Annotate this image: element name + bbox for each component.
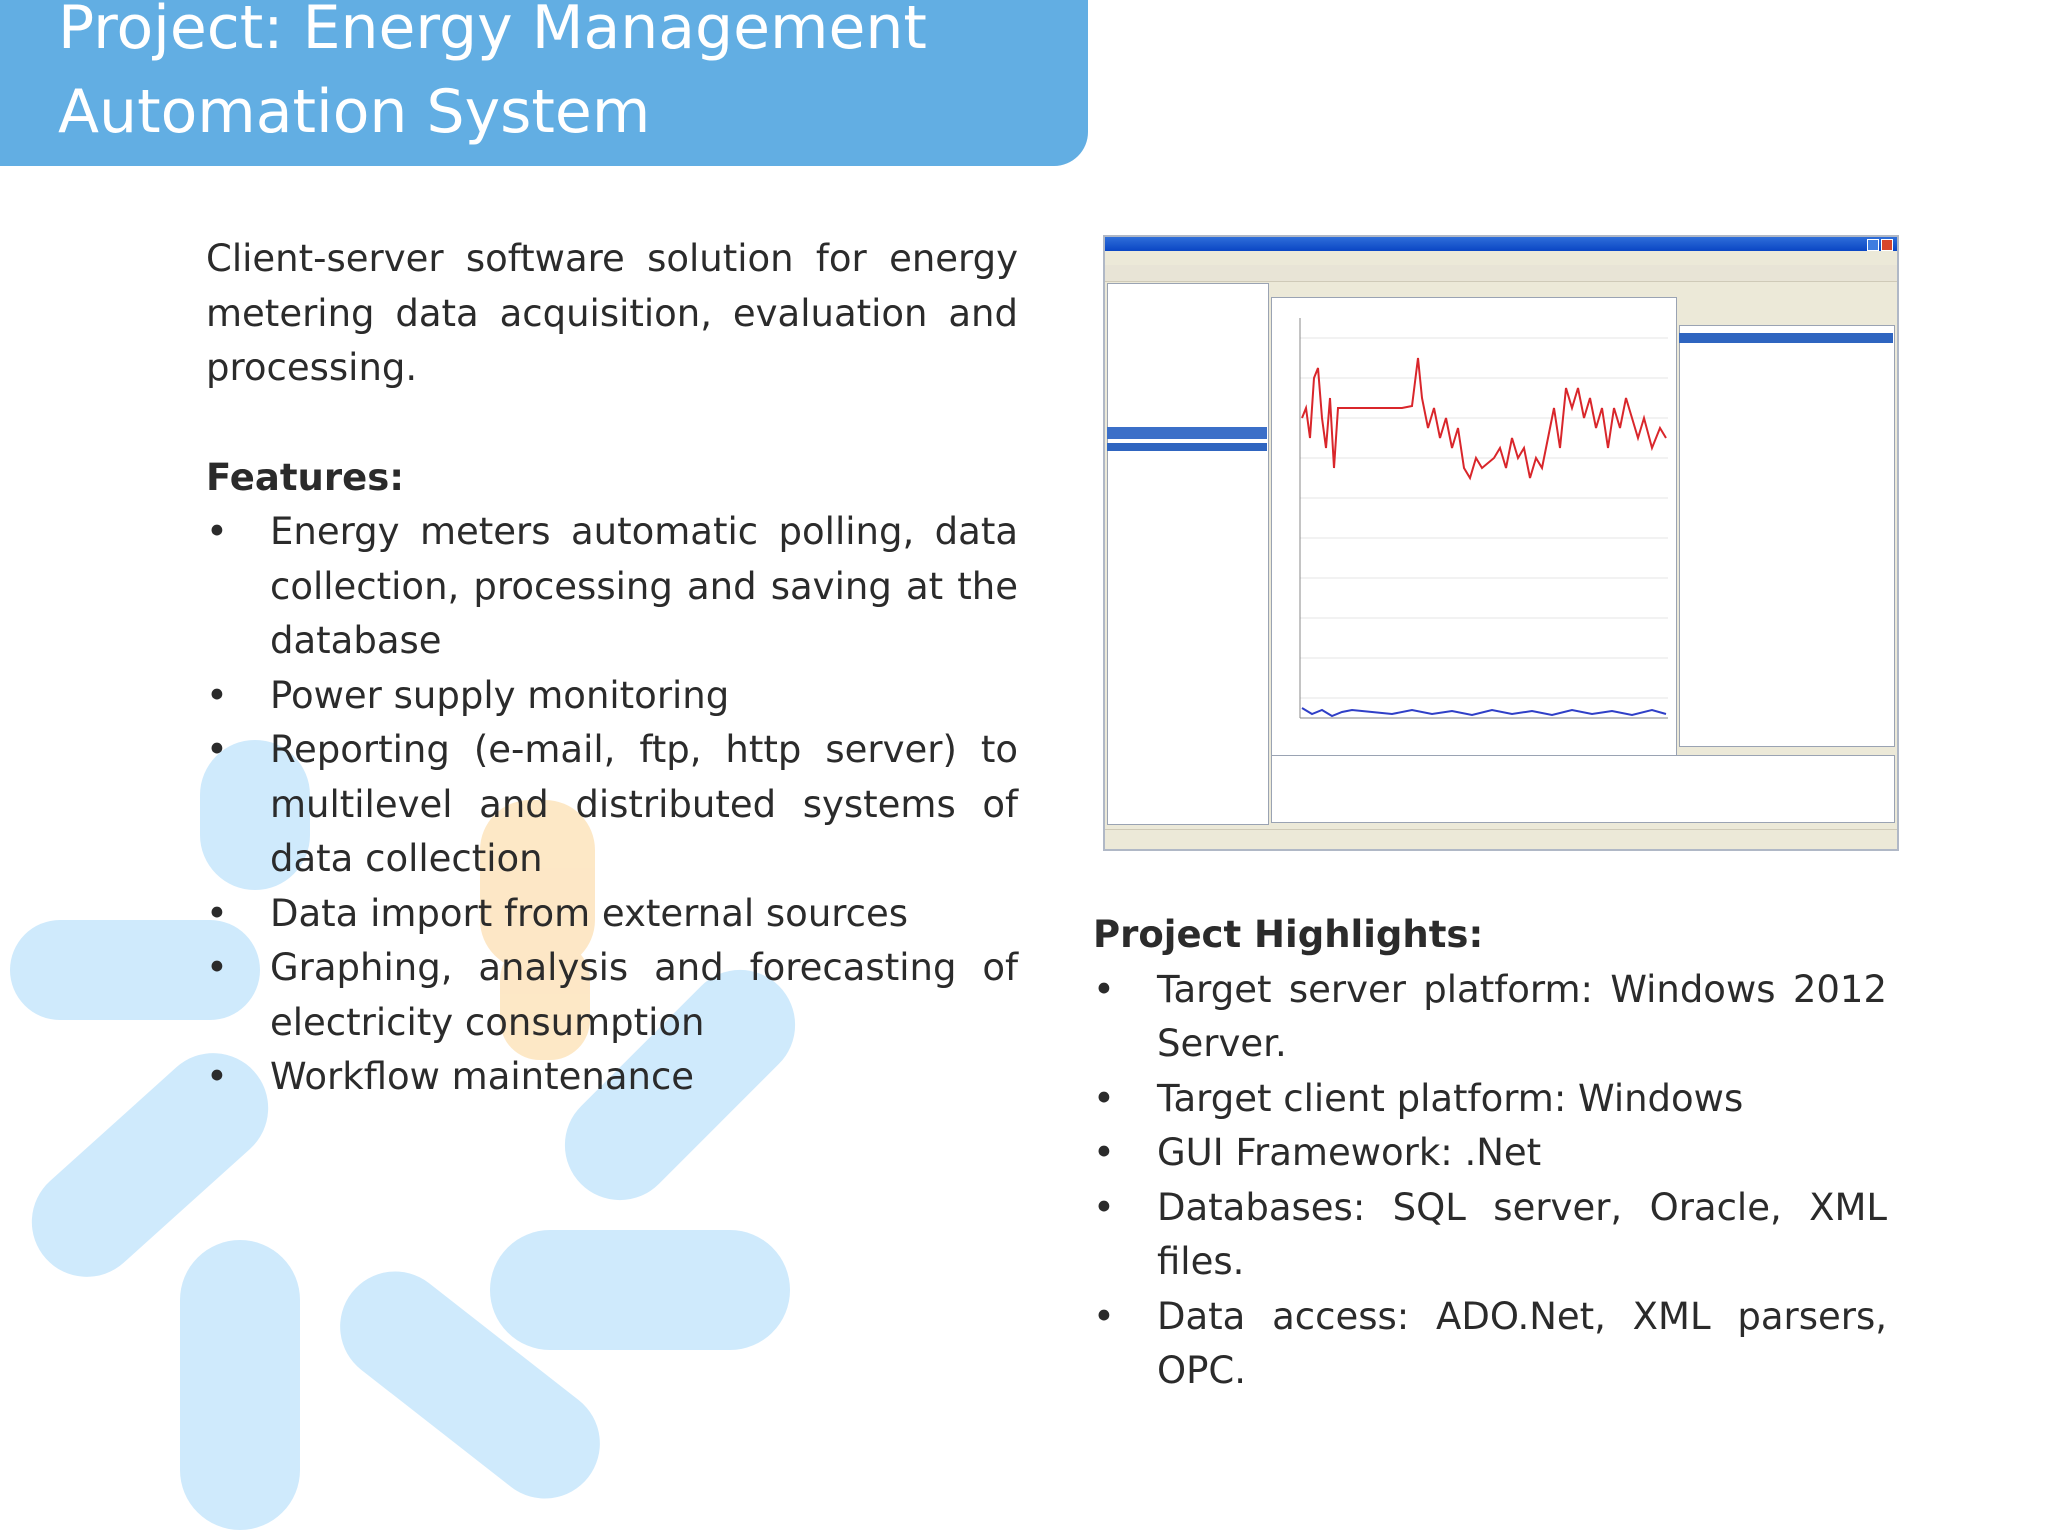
bullet-icon: • <box>1093 1294 1115 1338</box>
intro-paragraph: Client-server software solution for energy metering data acquisition, evaluation and processing. <box>206 237 1018 389</box>
list-item-text: Reporting (e-mail, ftp, http server) to multilevel and distributed systems of data collection <box>270 728 1018 880</box>
bullet-icon: • <box>1093 1185 1115 1229</box>
bullet-icon: • <box>206 510 228 553</box>
highlights-list <box>1093 963 1887 1399</box>
bullet-icon: • <box>1093 1131 1115 1174</box>
bullet-icon: • <box>1093 967 1115 1011</box>
list-item <box>206 669 1018 724</box>
screenshot-toolbar <box>1105 265 1897 282</box>
list-item <box>206 723 1018 887</box>
bullet-icon: • <box>1093 1076 1115 1120</box>
screenshot-tree-panel <box>1107 283 1269 825</box>
list-item <box>1093 1072 1887 1127</box>
screenshot-table-header <box>1679 333 1893 343</box>
screenshot-chart-panel <box>1271 297 1677 769</box>
highlights-heading: Project Highlights: <box>1093 913 1484 956</box>
list-item-text: Data access: ADO.Net, XML parsers, OPC. <box>1157 1294 1887 1392</box>
list-item <box>206 1050 1018 1105</box>
list-item <box>1093 1290 1887 1399</box>
screenshot-chart-blue-series <box>1302 708 1666 716</box>
screenshot-chart <box>1272 298 1676 768</box>
list-item-text: GUI Framework: .Net <box>1157 1131 1542 1174</box>
list-item <box>206 505 1018 669</box>
screenshot-log-panel <box>1271 755 1895 823</box>
left-column <box>206 232 1018 1105</box>
screenshot-data-table <box>1679 325 1895 747</box>
screenshot-tree-selection <box>1107 427 1267 439</box>
list-item-text: Graphing, analysis and forecasting of electricity consumption <box>270 946 1018 1044</box>
screenshot-statusbar <box>1105 829 1897 850</box>
application-screenshot <box>1103 235 1899 851</box>
features-heading: Features: <box>206 455 405 499</box>
bullet-icon: • <box>206 1055 228 1098</box>
bullet-icon: • <box>206 891 228 935</box>
right-column <box>1093 908 1887 1399</box>
list-item-text: Power supply monitoring <box>270 673 730 717</box>
list-item-text: Target client platform: Windows <box>1157 1076 1744 1120</box>
list-item-text: Target server platform: Windows 2012 Server. <box>1157 967 1887 1065</box>
bullet-icon: • <box>206 728 228 771</box>
list-item-text: Data import from external sources <box>270 891 909 935</box>
bullet-icon: • <box>206 673 228 717</box>
screenshot-menubar <box>1105 251 1897 266</box>
title-banner <box>0 0 1088 166</box>
bullet-icon: • <box>206 946 228 989</box>
features-list <box>206 505 1018 1105</box>
maximize-icon <box>1867 239 1879 251</box>
list-item <box>1093 1181 1887 1290</box>
page-title: Project: Energy Management Automation System <box>58 0 927 147</box>
list-item <box>206 941 1018 1050</box>
list-item-text: Energy meters automatic polling, data collection, processing and saving at the database <box>270 510 1018 662</box>
list-item-text: Databases: SQL server, Oracle, XML files. <box>1157 1185 1887 1283</box>
list-item <box>1093 1126 1887 1181</box>
close-icon <box>1881 239 1893 251</box>
list-item <box>206 887 1018 942</box>
list-item-text: Workflow maintenance <box>270 1055 695 1098</box>
screenshot-window-titlebar <box>1105 237 1897 251</box>
list-item <box>1093 963 1887 1072</box>
screenshot-tree-selection-2 <box>1107 443 1267 451</box>
